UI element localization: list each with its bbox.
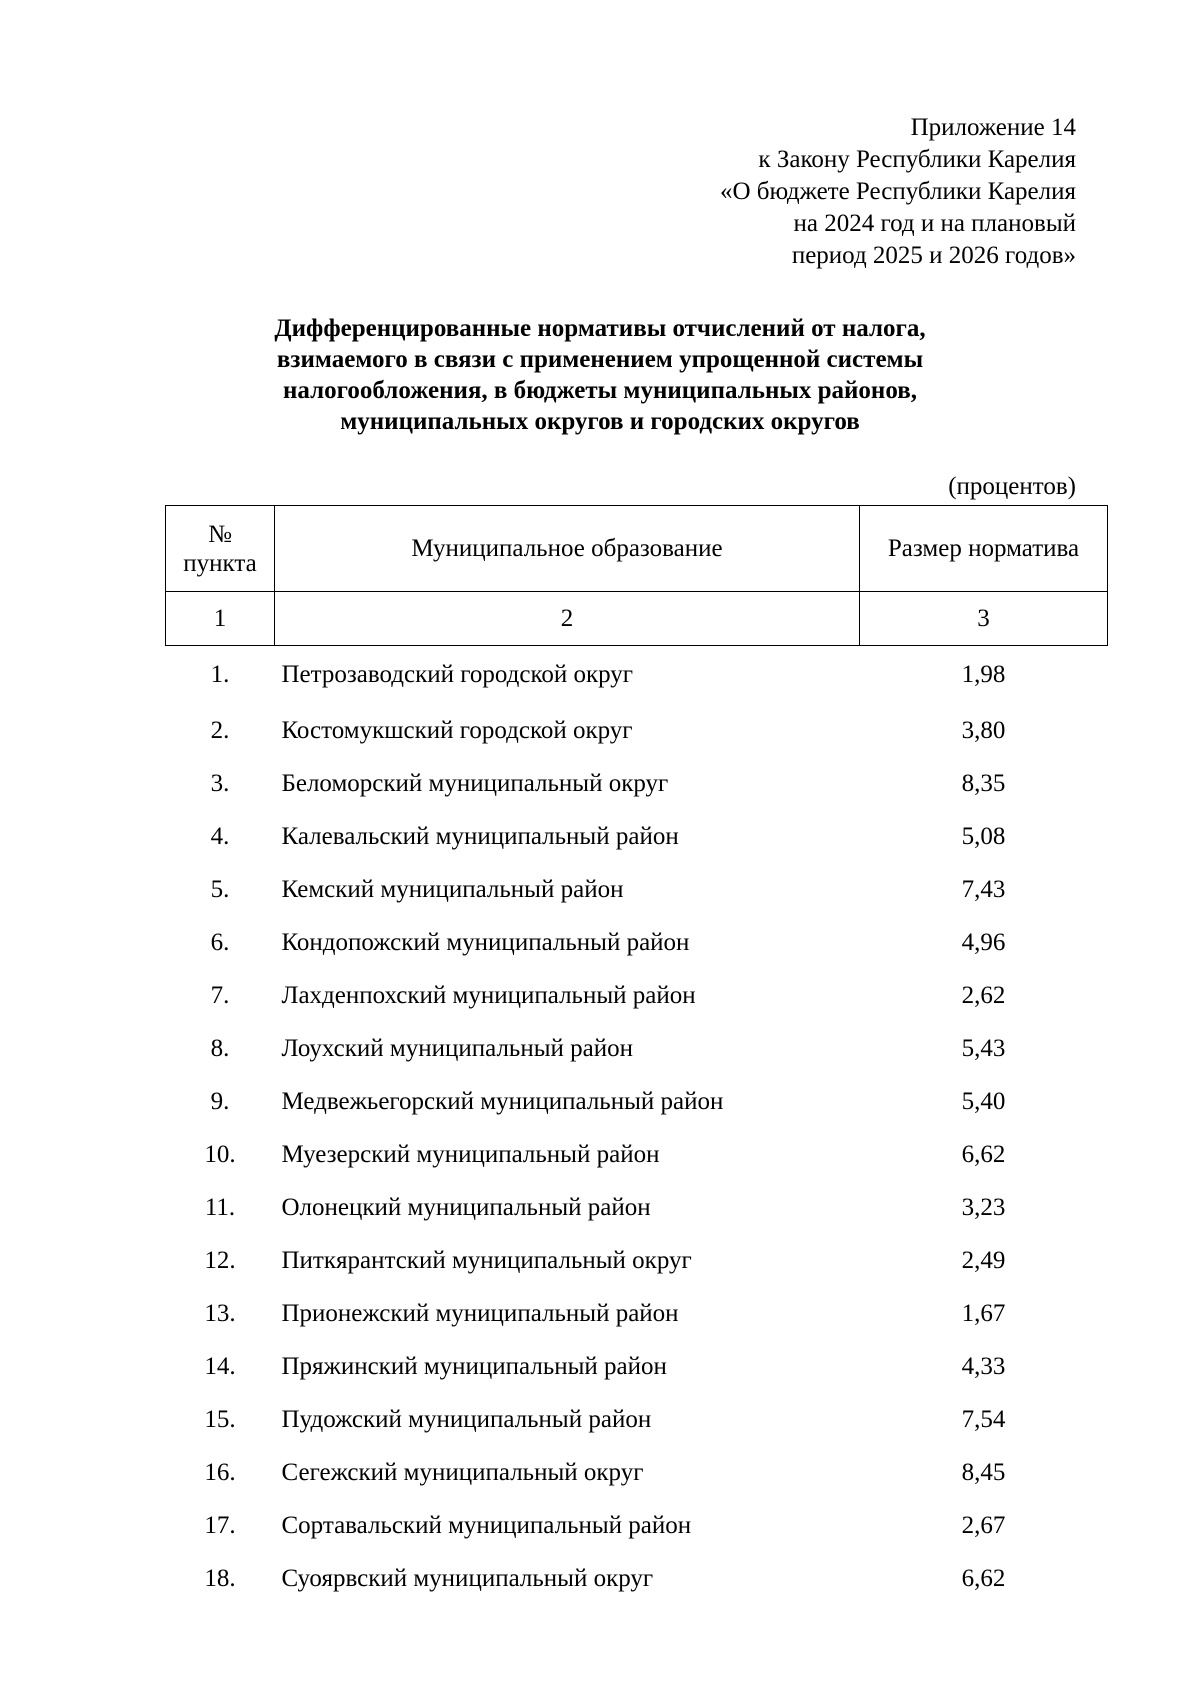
- table-row: [166, 863, 1108, 916]
- title-line: муниципальных округов и городских округов: [340, 408, 860, 435]
- column-number: 3: [860, 592, 1108, 646]
- header-number: [166, 506, 275, 592]
- row-number: 13.: [204, 1299, 236, 1327]
- row-number: 11.: [204, 1193, 236, 1221]
- municipality-name: Сортавальский муниципальный район: [281, 1511, 692, 1539]
- annex-heading: [720, 112, 1076, 272]
- row-number: 16.: [204, 1458, 236, 1486]
- municipality-name: Кемский муниципальный район: [281, 875, 624, 903]
- header-number-sign: №: [208, 520, 232, 548]
- municipality-name: Пряжинский муниципальный район: [281, 1352, 667, 1380]
- municipality-name: Суоярвский муниципальный округ: [281, 1564, 654, 1592]
- municipality-name: Сегежский муниципальный округ: [281, 1458, 644, 1486]
- norm-value: 5,43: [961, 1034, 1006, 1062]
- row-number: 8.: [210, 1034, 230, 1062]
- row-number: 9.: [210, 1087, 230, 1115]
- norm-value: 4,96: [961, 928, 1006, 956]
- row-number: 7.: [210, 981, 230, 1009]
- title-line: налогообложения, в бюджеты муниципальных районов,: [283, 377, 917, 404]
- row-number: 3.: [210, 769, 230, 797]
- norm-value: 1,98: [961, 661, 1006, 688]
- title-line: Дифференцированные нормативы отчислений от налога,: [274, 315, 926, 342]
- table-row: [166, 1340, 1108, 1393]
- norm-value: 7,43: [961, 875, 1006, 903]
- units-note: (процентов): [948, 473, 1076, 500]
- table-row: [166, 1287, 1108, 1340]
- annex-line: Приложение 14: [910, 114, 1076, 141]
- row-number: 10.: [204, 1140, 236, 1168]
- table-row: [166, 1234, 1108, 1287]
- norm-value: 7,54: [961, 1405, 1006, 1433]
- row-number: 2.: [210, 716, 230, 744]
- municipality-name: Прионежский муниципальный район: [281, 1299, 679, 1327]
- norms-table: [165, 505, 1108, 1605]
- table-row: [166, 810, 1108, 863]
- document-title: [150, 313, 1050, 437]
- header-number-word: пункта: [183, 549, 257, 577]
- table-body: [166, 646, 1108, 1606]
- row-number: 17.: [204, 1511, 236, 1539]
- row-number: 5.: [210, 875, 230, 903]
- annex-line: период 2025 и 2026 годов»: [791, 242, 1076, 269]
- norm-value: 3,23: [961, 1193, 1006, 1221]
- municipality-name: Кондопожский муниципальный район: [281, 928, 690, 956]
- table-row: [166, 1499, 1108, 1552]
- table-row: [166, 1075, 1108, 1128]
- municipality-name: Костомукшский городской округ: [281, 716, 633, 744]
- municipality-name: Олонецкий муниципальный район: [281, 1193, 651, 1221]
- municipality-name: Питкярантский муниципальный округ: [281, 1246, 692, 1274]
- norm-value: 8,35: [961, 769, 1006, 797]
- table-row: [166, 1022, 1108, 1075]
- norm-value: 8,45: [961, 1458, 1006, 1486]
- municipality-name: Медвежьегорский муниципальный район: [281, 1087, 724, 1115]
- header-municipality: Муниципальное образование: [275, 506, 860, 592]
- header-norm-size: Размер норматива: [860, 506, 1108, 592]
- municipality-name: Лахденпохский муниципальный район: [281, 981, 696, 1009]
- norm-value: 2,62: [961, 981, 1006, 1009]
- table-row: [166, 1181, 1108, 1234]
- table-row: [166, 969, 1108, 1022]
- norm-value: 6,62: [961, 1140, 1006, 1168]
- municipality-name: Пудожский муниципальный район: [281, 1405, 652, 1433]
- norm-value: 6,62: [961, 1564, 1006, 1592]
- municipality-name: Лоухский муниципальный район: [281, 1034, 633, 1062]
- row-number: 15.: [204, 1405, 236, 1433]
- table-row: [166, 1128, 1108, 1181]
- header-row: [166, 506, 1108, 592]
- row-number: 4.: [210, 822, 230, 850]
- annex-line: к Закону Республики Карелия: [758, 146, 1076, 173]
- column-number: 1: [166, 592, 275, 646]
- annex-line: «О бюджете Республики Карелия: [719, 178, 1076, 205]
- row-number: 18.: [204, 1564, 236, 1592]
- row-number: 14.: [204, 1352, 236, 1380]
- norm-value: 2,49: [961, 1246, 1006, 1274]
- annex-line: на 2024 год и на плановый: [793, 210, 1076, 237]
- municipality-name: Беломорский муниципальный округ: [281, 769, 669, 797]
- norm-value: 5,08: [961, 822, 1006, 850]
- row-number: 6.: [210, 928, 230, 956]
- norm-value: 2,67: [961, 1511, 1006, 1539]
- norm-value: 1,67: [961, 1299, 1006, 1327]
- title-line: взимаемого в связи с применением упрощенной системы: [276, 346, 924, 373]
- norm-value: 5,40: [961, 1087, 1006, 1115]
- column-number: 2: [275, 592, 860, 646]
- norm-value: 3,80: [961, 716, 1006, 744]
- table-row: [166, 1552, 1108, 1605]
- column-number-row: [166, 592, 1108, 646]
- municipality-name: Муезерский муниципальный район: [281, 1140, 660, 1168]
- table-row: [166, 916, 1108, 969]
- row-number: 12.: [204, 1246, 236, 1274]
- municipality-name: Калевальский муниципальный район: [281, 822, 679, 850]
- table-row: [166, 646, 1108, 705]
- table-row: [166, 757, 1108, 810]
- table-row: [166, 1393, 1108, 1446]
- row-number: 1.: [210, 661, 230, 688]
- table-row: [166, 1446, 1108, 1499]
- municipality-name: Петрозаводский городской округ: [281, 661, 634, 688]
- table-row: [166, 704, 1108, 757]
- norm-value: 4,33: [961, 1352, 1006, 1380]
